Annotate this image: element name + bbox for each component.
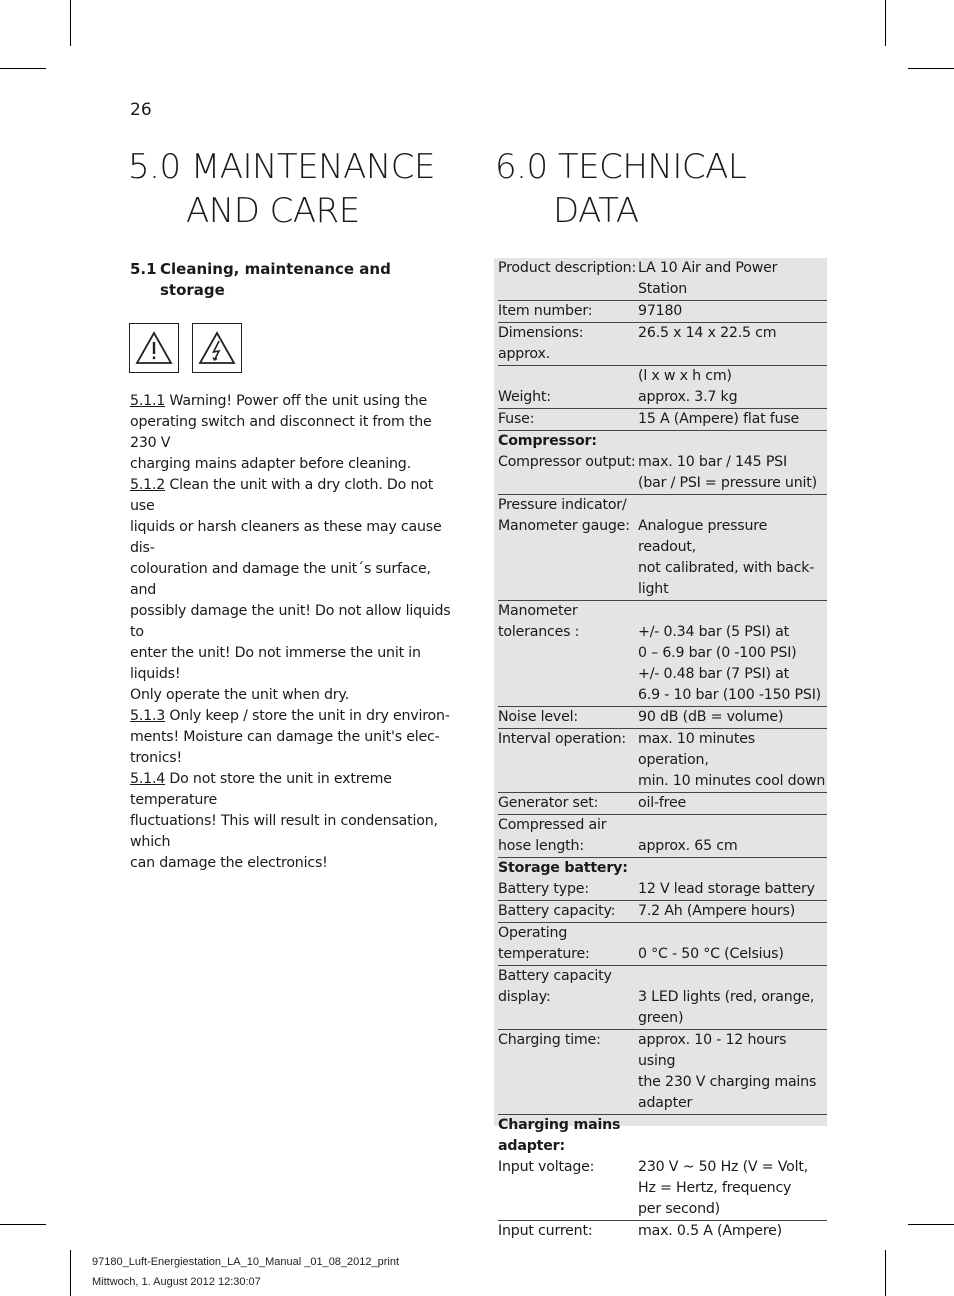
spec-value-line [638,966,827,987]
technical-data-table [494,258,827,1239]
spec-row [498,1030,827,1115]
spec-label-line: Battery type: [498,881,589,897]
instruction-line [130,643,460,685]
spec-value [638,707,827,728]
instruction-line [130,685,460,706]
spec-value-line [638,601,827,622]
spec-value-line: (bar / PSI = pressure unit) [638,475,817,491]
spec-label-line: Interval operation: [498,731,626,747]
spec-value [638,793,827,814]
spec-row [498,966,827,1030]
spec-label-line: Battery capacity [498,968,612,984]
instruction-text: Only keep / store the unit in dry environ- [165,708,450,724]
instruction-text: operating switch and disconnect it from the 230 V [130,414,432,451]
spec-row [498,729,827,793]
spec-label-line: Weight: [498,389,551,405]
spec-value [638,601,827,706]
instruction-line [130,517,460,559]
spec-value-line: min. 10 minutes cool down [638,773,826,789]
spec-value-line: Analogue pressure readout, [638,518,768,555]
section-reference: 5.1.3 [130,708,166,724]
spec-value-line [638,1136,827,1157]
spec-value [638,323,827,365]
spec-label [498,366,638,408]
spec-value [638,258,827,300]
spec-value-line: (l x w x h cm) [638,368,732,384]
spec-value-line: per second) [638,1201,721,1217]
spec-label [498,923,638,965]
instruction-text: colouration and damage the unit´s surface, and [130,561,431,598]
technical-data-heading: 6.0 TECHNICAL DATA [495,147,747,231]
spec-value-line: adapter [638,1095,693,1111]
spec-label-line: Fuse: [498,411,535,427]
spec-value-line: oil-free [638,795,687,811]
spec-label-line: Item number: [498,303,593,319]
instruction-text: liquids or harsh cleaners as these may cause dis- [130,519,442,556]
spec-label-line: Input voltage: [498,1159,595,1175]
spec-label-line: tolerances : [498,624,580,640]
section-reference: 5.1.4 [130,771,166,787]
spec-value [638,729,827,792]
instruction-text: tronics! [130,750,182,766]
maintenance-heading: 5.0 MAINTENANCE AND CARE [128,147,436,231]
instruction-text: Only operate the unit when dry. [130,687,349,703]
spec-value-line: +/- 0.34 bar (5 PSI) at [638,624,789,640]
spec-value-line: 90 dB (dB = volume) [638,709,784,725]
spec-row [498,366,827,409]
warning-icons [129,323,242,373]
spec-value-line: 6.9 - 10 bar (100 -150 PSI) [638,687,822,703]
cleaning-subheading: 5.1 Cleaning, maintenance and storage [130,260,391,299]
spec-value [638,858,827,900]
spec-label-line: Charging time: [498,1032,601,1048]
spec-label-line: Storage battery: [498,860,628,876]
spec-value-line: 12 V lead storage battery [638,881,815,897]
spec-label [498,729,638,792]
spec-value-line [638,495,827,516]
spec-value-line: approx. 3.7 kg [638,389,738,405]
instruction-text: enter the unit! Do not immerse the unit in liquids! [130,645,421,682]
spec-label [498,601,638,706]
spec-value-line: Hz = Hertz, frequency [638,1180,792,1196]
instruction-text: can damage the electronics! [130,855,328,871]
spec-label [498,409,638,430]
instruction-text: Clean the unit with a dry cloth. Do not use [130,477,434,514]
spec-row [498,707,827,729]
spec-row [498,601,827,707]
spec-row [498,815,827,858]
spec-value [638,1115,827,1220]
spec-label-line: Operating [498,925,568,941]
spec-label-line [498,366,638,387]
print-filename: 97180_Luft-Energiestation_LA_10_Manual _01_08_2012_print [92,1256,400,1268]
spec-label [498,966,638,1029]
instruction-line [130,475,460,517]
instruction-paragraph [130,706,460,769]
spec-label-line: Input current: [498,1223,593,1239]
spec-label-line: Battery capacity: [498,903,616,919]
instruction-line [130,412,460,454]
instruction-line [130,727,460,748]
instruction-line [130,706,460,727]
spec-value-line [638,1115,827,1136]
spec-value-line: not calibrated, with back- [638,560,815,576]
spec-label-line: Dimensions: approx. [498,325,584,362]
spec-value-line [638,815,827,836]
spec-value-line [638,858,827,879]
section-reference: 5.1.1 [130,393,166,409]
spec-value-line: 7.2 Ah (Ampere hours) [638,903,796,919]
instruction-line [130,454,460,475]
spec-value-line: 26.5 x 14 x 22.5 cm [638,325,777,341]
instruction-text: possibly damage the unit! Do not allow liquids to [130,603,451,640]
spec-label [498,495,638,600]
spec-value-line: max. 10 bar / 145 PSI [638,454,787,470]
spec-value-line: approx. 10 - 12 hours using [638,1032,787,1069]
spec-label [498,431,638,494]
spec-row [498,923,827,966]
spec-row [498,1115,827,1221]
crop-mark [885,1250,886,1296]
spec-row [498,301,827,323]
maintenance-instructions [130,391,460,874]
instruction-line [130,559,460,601]
spec-label [498,858,638,900]
spec-row [498,901,827,923]
instruction-text: Do not store the unit in extreme temperature [130,771,392,808]
spec-label-line: Manometer gauge: [498,518,630,534]
instruction-line [130,601,460,643]
spec-label [498,301,638,322]
spec-value-line [638,923,827,944]
instruction-line [130,769,460,811]
crop-mark [0,1224,46,1225]
spec-row [498,793,827,815]
instruction-text: Warning! Power off the unit using the [165,393,428,409]
instruction-paragraph [130,769,460,874]
spec-value-line: +/- 0.48 bar (7 PSI) at [638,666,789,682]
spec-value [638,923,827,965]
spec-row [498,409,827,431]
spec-value-line: 230 V ~ 50 Hz (V = Volt, [638,1159,809,1175]
print-timestamp: Mittwoch, 1. August 2012 12:30:07 [92,1276,261,1288]
spec-value [638,1221,827,1242]
instruction-line [130,811,460,853]
spec-row [498,858,827,901]
spec-value [638,409,827,430]
instruction-line [130,748,460,769]
spec-label-line: adapter: [498,1138,565,1154]
spec-label-line: display: [498,989,551,1005]
spec-label [498,323,638,365]
instruction-text: charging mains adapter before cleaning. [130,456,411,472]
spec-value-line: LA 10 Air and Power Station [638,260,778,297]
spec-label [498,1030,638,1114]
spec-label-line: Manometer [498,603,578,619]
spec-value-line: 3 LED lights (red, orange, [638,989,815,1005]
spec-value [638,366,827,408]
spec-value [638,431,827,494]
spec-value-line: light [638,581,669,597]
page-number: 26 [130,100,152,120]
spec-label-line: Generator set: [498,795,599,811]
instruction-paragraph [130,475,460,706]
instruction-text: fluctuations! This will result in condensation, which [130,813,438,850]
spec-value-line: 15 A (Ampere) flat fuse [638,411,800,427]
spec-value-line: approx. 65 cm [638,838,738,854]
spec-label-line: Product description: [498,260,637,276]
crop-mark [908,1224,954,1225]
spec-row [498,495,827,601]
spec-label [498,1115,638,1220]
spec-value-line: max. 0.5 A (Ampere) [638,1223,782,1239]
spec-row [498,431,827,495]
electric-shock-warning-icon [192,323,242,373]
spec-row [498,323,827,366]
spec-label-line: temperature: [498,946,590,962]
spec-label [498,901,638,922]
crop-mark [908,68,954,69]
spec-label-line: Noise level: [498,709,578,725]
crop-mark [0,68,46,69]
spec-value-line: 97180 [638,303,683,319]
spec-label-line: Pressure indicator/ [498,497,627,513]
spec-label [498,1221,638,1242]
spec-value [638,901,827,922]
spec-label-line: hose length: [498,838,584,854]
spec-value-line: the 230 V charging mains [638,1074,817,1090]
instruction-paragraph [130,391,460,475]
spec-value-line: 0 – 6.9 bar (0 -100 PSI) [638,645,797,661]
spec-value [638,1030,827,1114]
spec-label [498,258,638,300]
spec-value [638,301,827,322]
spec-value [638,966,827,1029]
spec-value-line: max. 10 minutes operation, [638,731,755,768]
spec-value [638,815,827,857]
spec-label [498,707,638,728]
spec-label-line: Compressor: [498,433,597,449]
spec-value-line: 0 °C - 50 °C (Celsius) [638,946,784,962]
spec-row [498,258,827,301]
crop-mark [70,1250,71,1296]
spec-label-line: Compressed air [498,817,607,833]
instruction-line [130,391,460,412]
instruction-text: ments! Moisture can damage the unit's elec- [130,729,440,745]
section-reference: 5.1.2 [130,477,166,493]
spec-value [638,495,827,600]
crop-mark [885,0,886,46]
crop-mark [70,0,71,46]
spec-label-line: Compressor output: [498,454,636,470]
spec-label-line: Charging mains [498,1117,621,1133]
spec-label [498,793,638,814]
spec-row [498,1221,827,1242]
exclamation-warning-icon [129,323,179,373]
instruction-line [130,853,460,874]
spec-value-line [638,431,827,452]
spec-value-line: green) [638,1010,684,1026]
spec-label [498,815,638,857]
